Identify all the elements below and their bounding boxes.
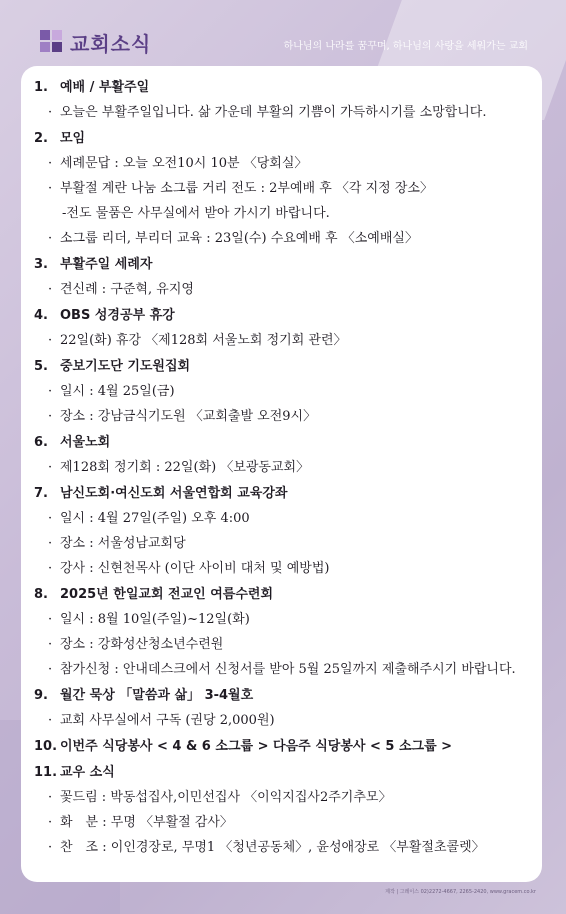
section-number: 8. xyxy=(34,587,48,602)
bullet-icon: · xyxy=(48,536,53,551)
section-title: 남신도회·여신도회 서울연합회 교육강좌 xyxy=(60,486,288,501)
header xyxy=(0,0,566,62)
list-item xyxy=(34,660,534,680)
list-item-text: 강사 : 신현천목사 (이단 사이비 대처 및 예방법) xyxy=(60,561,330,576)
bullet-icon: · xyxy=(48,662,53,677)
section-number: 3. xyxy=(34,257,48,272)
section-heading xyxy=(34,686,534,706)
bullet-icon: · xyxy=(48,181,53,196)
bullet-icon: · xyxy=(48,612,53,627)
logo-icon xyxy=(40,30,62,52)
list-item-text: 장소 : 서울성남교회당 xyxy=(60,536,186,551)
bullet-icon: · xyxy=(48,840,53,855)
list-item-text: 꽃드림 : 박동섭집사,이민선집사 〈이익지집사2주기추모〉 xyxy=(60,790,392,805)
list-item xyxy=(34,280,534,300)
list-item xyxy=(34,635,534,655)
bullet-icon: · xyxy=(48,333,53,348)
list-item-text: 장소 : 강남금식기도원 〈교회출발 오전9시〉 xyxy=(60,409,317,424)
list-item xyxy=(34,179,534,199)
list-item xyxy=(34,838,534,858)
section-title: 모임 xyxy=(60,131,86,146)
bullet-icon: · xyxy=(48,384,53,399)
list-item-text: 오늘은 부활주일입니다. 삶 가운데 부활의 기쁨이 가득하시기를 소망합니다. xyxy=(60,105,487,120)
list-item-text: 교회 사무실에서 구독 (권당 2,000원) xyxy=(60,713,275,728)
section-number: 10. xyxy=(34,739,58,754)
section-title: 서울노회 xyxy=(60,435,111,450)
list-item xyxy=(34,103,534,123)
section-number: 9. xyxy=(34,688,48,703)
section-heading xyxy=(34,78,534,98)
list-item xyxy=(34,813,534,833)
list-item xyxy=(34,534,534,554)
bullet-icon: · xyxy=(48,231,53,246)
list-item-text: 견신례 : 구준혁, 유지영 xyxy=(60,282,194,297)
section-title: 교우 소식 xyxy=(60,765,115,780)
list-item xyxy=(34,559,534,579)
list-item-text: 찬 조 : 이인경장로, 무명1 〈청년공동체〉, 윤성애장로 〈부활절초콜렛〉 xyxy=(60,840,485,855)
list-item xyxy=(34,154,534,174)
section-number: 5. xyxy=(34,359,48,374)
section-heading xyxy=(34,484,534,504)
bullet-icon: · xyxy=(48,156,53,171)
section-title: 예배 / 부활주일 xyxy=(60,80,150,95)
section-number: 1. xyxy=(34,80,48,95)
section-heading xyxy=(34,737,534,757)
list-item xyxy=(34,788,534,808)
list-item-text: 제128회 정기회 : 22일(화) 〈보광동교회〉 xyxy=(60,460,310,475)
section-number: 6. xyxy=(34,435,48,450)
list-item-text: 소그룹 리더, 부리더 교육 : 23일(수) 수요예배 후 〈소예배실〉 xyxy=(60,231,418,246)
list-item-text: -전도 물품은 사무실에서 받아 가시기 바랍니다. xyxy=(62,206,330,221)
section-heading xyxy=(34,433,534,453)
section-number: 2. xyxy=(34,131,48,146)
bullet-icon: · xyxy=(48,637,53,652)
bullet-icon: · xyxy=(48,815,53,830)
list-item-text: 22일(화) 휴강 〈제128회 서울노회 정기회 관련〉 xyxy=(60,333,347,348)
section-title: 이번주 식당봉사 < 4 & 6 소그룹 > 다음주 식당봉사 < 5 소그룹 > xyxy=(60,739,453,754)
list-item-text: 일시 : 4월 25일(금) xyxy=(60,384,175,399)
section-number: 11. xyxy=(34,765,58,780)
list-item xyxy=(34,229,534,249)
section-title: 부활주일 세례자 xyxy=(60,257,153,272)
list-item xyxy=(34,711,534,731)
section-heading xyxy=(34,306,534,326)
section-title: 중보기도단 기도원집회 xyxy=(60,359,191,374)
list-item xyxy=(34,509,534,529)
section-heading xyxy=(34,763,534,783)
list-item-text: 일시 : 4월 27일(주일) 오후 4:00 xyxy=(60,511,250,526)
bullet-icon: · xyxy=(48,282,53,297)
news-list xyxy=(34,72,534,858)
list-item-text: 부활절 계란 나눔 소그룹 거리 전도 : 2부예배 후 〈각 지정 장소〉 xyxy=(60,181,433,196)
page-title: 교회소식 xyxy=(70,32,152,56)
list-item-text: 일시 : 8월 10일(주일)~12일(화) xyxy=(60,612,250,627)
list-item xyxy=(34,458,534,478)
bullet-icon: · xyxy=(48,105,53,120)
section-heading xyxy=(34,255,534,275)
list-item xyxy=(34,382,534,402)
list-item xyxy=(34,331,534,351)
bullet-icon: · xyxy=(48,460,53,475)
bullet-icon: · xyxy=(48,790,53,805)
section-number: 7. xyxy=(34,486,48,501)
news-card xyxy=(21,66,542,882)
list-item-text: 화 분 : 무명 〈부활절 감사〉 xyxy=(60,815,233,830)
list-item-text: 참가신청 : 안내데스크에서 신청서를 받아 5월 25일까지 제출해주시기 바랍니다. xyxy=(60,662,516,677)
section-title: 2025년 한일교회 전교인 여름수련회 xyxy=(60,587,274,602)
bullet-icon: · xyxy=(48,713,53,728)
bullet-icon: · xyxy=(48,511,53,526)
list-item xyxy=(34,407,534,427)
list-item-text: 세례문답 : 오늘 오전10시 10분 〈당회실〉 xyxy=(60,156,308,171)
list-item-text: 장소 : 강화성산청소년수련원 xyxy=(60,637,224,652)
section-heading xyxy=(34,129,534,149)
tagline: 하나님의 나라를 꿈꾸며, 하나님의 사랑을 세워가는 교회 xyxy=(283,41,528,52)
list-subitem xyxy=(34,204,534,224)
bullet-icon: · xyxy=(48,409,53,424)
section-number: 4. xyxy=(34,308,48,323)
list-item xyxy=(34,610,534,630)
footer-credit: 제작 | 그레이스 02)2272-4667, 2265-2420, www.gracem.co.kr xyxy=(385,889,536,895)
section-title: OBS 성경공부 휴강 xyxy=(60,308,175,323)
section-title: 월간 묵상 「말씀과 삶」 3-4월호 xyxy=(60,688,254,703)
bullet-icon: · xyxy=(48,561,53,576)
section-heading xyxy=(34,585,534,605)
section-heading xyxy=(34,357,534,377)
